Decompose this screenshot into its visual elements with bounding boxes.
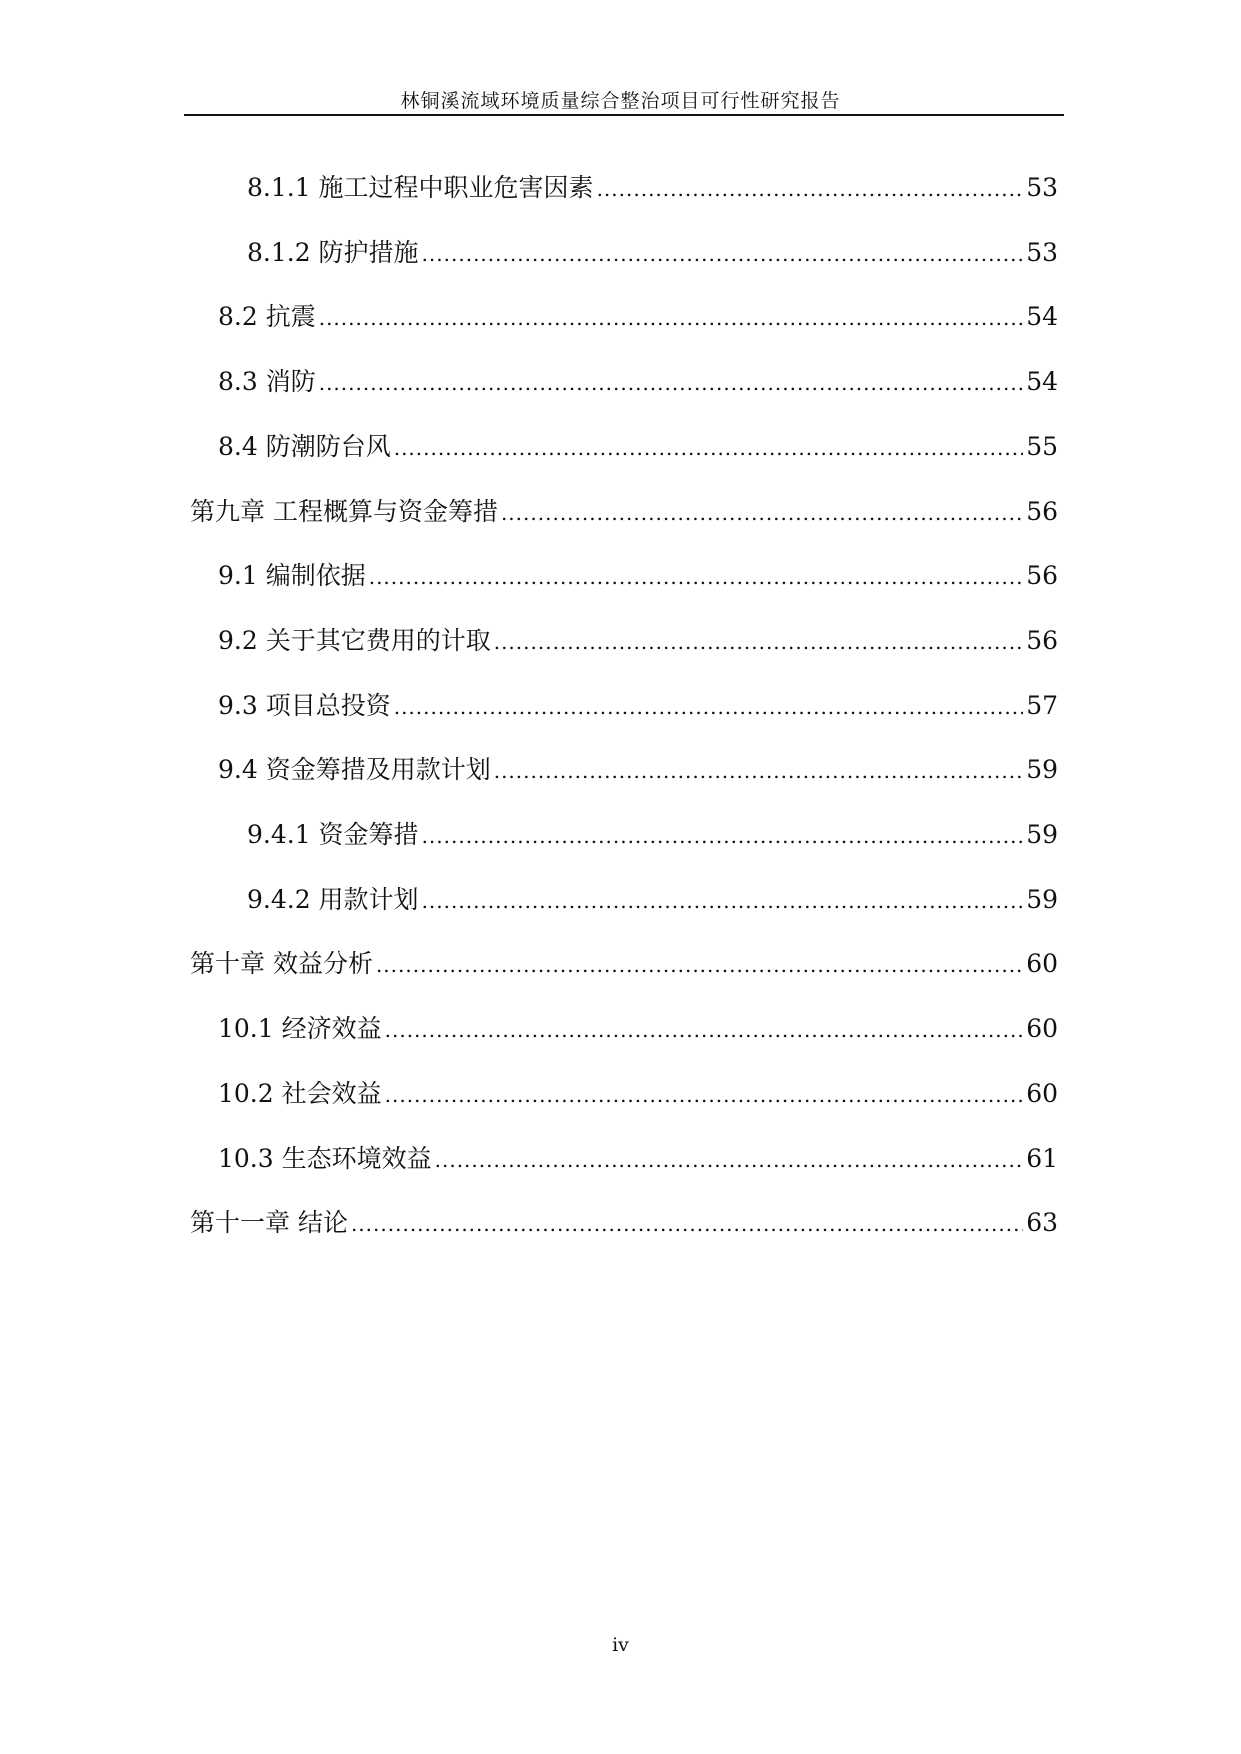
toc-entry-page: 63 [1026, 1208, 1058, 1237]
toc-dot-leader [385, 1079, 1024, 1108]
toc-dot-leader [501, 497, 1023, 526]
toc-dot-leader [394, 691, 1023, 720]
toc-entry-label: 9.4 资金筹措及用款计划 [218, 755, 491, 784]
toc-entry[interactable] [218, 427, 1058, 463]
toc-entry-page: 53 [1026, 238, 1058, 267]
toc-entry-label: 8.2 抗震 [218, 302, 316, 331]
toc-entry-label: 10.3 生态环境效益 [218, 1144, 432, 1173]
toc-dot-leader [422, 238, 1024, 267]
toc-entry-label: 第十一章 结论 [190, 1208, 348, 1237]
toc-entry-label: 10.1 经济效益 [218, 1014, 382, 1043]
toc-entry-label: 8.1.1 施工过程中职业危害因素 [247, 173, 594, 202]
toc-entry-label: 8.1.2 防护措施 [247, 238, 419, 267]
toc-entry-page: 59 [1026, 755, 1058, 784]
toc-entry-page: 54 [1026, 302, 1058, 331]
toc-entry-label: 第九章 工程概算与资金筹措 [190, 497, 498, 526]
toc-dot-leader [376, 949, 1023, 978]
toc-dot-leader [494, 755, 1023, 784]
toc-entry-label: 9.3 项目总投资 [218, 691, 391, 720]
toc-entry[interactable] [247, 880, 1058, 916]
toc-entry-page: 59 [1026, 885, 1058, 914]
toc-entry-page: 55 [1026, 432, 1058, 461]
toc-entry-page: 60 [1026, 1079, 1058, 1108]
toc-dot-leader [385, 1014, 1024, 1043]
toc-entry-label: 9.1 编制依据 [218, 561, 366, 590]
toc-entry[interactable] [218, 362, 1058, 398]
toc-dot-leader [319, 302, 1023, 331]
toc-entry[interactable] [218, 1139, 1058, 1175]
toc-entry[interactable] [247, 168, 1058, 204]
toc-entry-label: 10.2 社会效益 [218, 1079, 382, 1108]
running-header: 林铜溪流域环境质量综合整治项目可行性研究报告 [400, 90, 841, 112]
toc-dot-leader [435, 1144, 1024, 1173]
toc-entry-page: 56 [1026, 626, 1058, 655]
toc-dot-leader [494, 626, 1023, 655]
toc-entry-label: 9.4.1 资金筹措 [247, 820, 419, 849]
toc-entry-label: 8.3 消防 [218, 367, 316, 396]
toc-entry[interactable] [218, 686, 1058, 722]
toc-dot-leader [351, 1208, 1023, 1237]
toc-entry-page: 57 [1026, 691, 1058, 720]
toc-dot-leader [319, 367, 1023, 396]
toc-entry-page: 59 [1026, 820, 1058, 849]
toc-entry-page: 56 [1026, 497, 1058, 526]
toc-entry-page: 56 [1026, 561, 1058, 590]
toc-entry[interactable] [218, 750, 1058, 786]
toc-entry[interactable] [218, 1009, 1058, 1045]
header-rule [184, 114, 1064, 116]
toc-entry-label: 8.4 防潮防台风 [218, 432, 391, 461]
toc-entry-label: 9.2 关于其它费用的计取 [218, 626, 491, 655]
toc-entry-label: 9.4.2 用款计划 [247, 885, 419, 914]
toc-entry[interactable] [218, 556, 1058, 592]
toc-dot-leader [422, 820, 1024, 849]
toc-entry[interactable] [218, 1074, 1058, 1110]
toc-dot-leader [422, 885, 1024, 914]
toc-entry-page: 54 [1026, 367, 1058, 396]
toc-dot-leader [597, 173, 1024, 202]
toc-entry-page: 61 [1026, 1144, 1058, 1173]
toc-entry-label: 第十章 效益分析 [190, 949, 373, 978]
toc-chapter-entry[interactable] [190, 944, 1058, 980]
toc-dot-leader [369, 561, 1023, 590]
toc-entry[interactable] [218, 621, 1058, 657]
toc-entry-page: 53 [1026, 173, 1058, 202]
toc-entry[interactable] [247, 233, 1058, 269]
toc-dot-leader [394, 432, 1023, 461]
toc-entry-page: 60 [1026, 1014, 1058, 1043]
page-number: iv [612, 1634, 629, 1656]
toc-chapter-entry[interactable] [190, 492, 1058, 528]
toc-entry[interactable] [247, 815, 1058, 851]
toc-entry[interactable] [218, 297, 1058, 333]
toc-chapter-entry[interactable] [190, 1203, 1058, 1239]
toc-entry-page: 60 [1026, 949, 1058, 978]
